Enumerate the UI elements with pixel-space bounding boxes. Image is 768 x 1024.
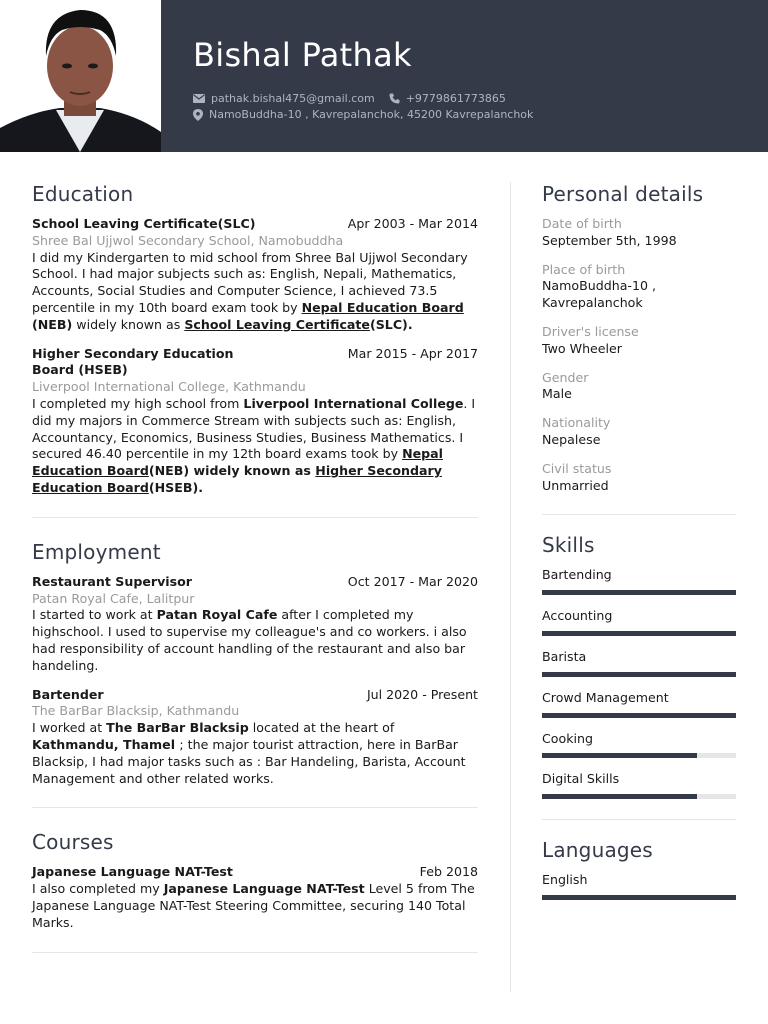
phone-contact[interactable] xyxy=(389,92,506,105)
location-pin-icon xyxy=(193,109,203,121)
email-text: pathak.bishal475@gmail.com xyxy=(211,92,375,105)
entry-title: School Leaving Certificate(SLC) xyxy=(32,216,256,231)
courses-section xyxy=(32,830,478,931)
detail-label: Date of birth xyxy=(542,216,622,231)
detail-label: Driver's license xyxy=(542,323,639,339)
level-bar-track xyxy=(542,672,736,677)
section-title: Courses xyxy=(32,830,114,855)
section-divider xyxy=(542,514,736,515)
personal-detail-item xyxy=(542,461,736,495)
education-section xyxy=(32,182,478,497)
detail-label: Place of birth xyxy=(542,261,626,277)
entry-description: I worked at The BarBar Blacksip located at the heart of Kathmandu, Thamel ; the major tourist attraction, here in BarBar Blacksip, I had major tasks such as : Bar Handeling, Barista, Account Management and other related works. xyxy=(32,720,466,786)
skill-name: Barista xyxy=(542,648,587,664)
candidate-name: Bishal Pathak xyxy=(193,36,412,74)
level-bar-fill xyxy=(542,590,736,595)
link-nepal-education-board: Nepal Education Board xyxy=(32,446,443,479)
envelope-icon xyxy=(193,94,205,103)
employment-entry xyxy=(32,687,478,788)
detail-label: Gender xyxy=(542,369,589,385)
skill-name: Bartending xyxy=(542,567,612,583)
section-divider xyxy=(542,819,736,820)
skill-name: Crowd Management xyxy=(542,689,669,705)
detail-value: Unmarried xyxy=(542,477,609,493)
level-bar-fill xyxy=(542,713,736,718)
main-column xyxy=(32,182,478,975)
level-bar-track xyxy=(542,631,736,636)
detail-label: Nationality xyxy=(542,415,611,431)
contact-row-email-phone xyxy=(193,92,520,105)
phone-icon xyxy=(389,93,400,104)
address-text: NamoBuddha-10 , Kavrepalanchok, 45200 Kavrepalanchok xyxy=(209,108,534,121)
level-bar-track xyxy=(542,753,736,758)
level-bar-fill xyxy=(542,631,736,636)
skill-item xyxy=(542,690,736,718)
entry-description: I did my Kindergarten to mid school from Shree Bal Ujjwol Secondary School. I had major subjects such as: English, Nepali, Mathematics, Accounts, Social Studies and Computer Science, I achieved 73.5 percentile in my 10th board exam took by Nepal Education Board (NEB) widely known as School Leaving Certificate(SLC). xyxy=(32,249,468,332)
email-contact[interactable] xyxy=(193,92,375,105)
level-bar-fill xyxy=(542,753,697,758)
section-title: Education xyxy=(32,182,134,206)
entry-organization: Patan Royal Cafe, Lalitpur xyxy=(32,590,195,606)
detail-value: September 5th, 1998 xyxy=(542,232,677,248)
entry-description: I completed my high school from Liverpool International College. I did my majors in Commerce Stream with subjects such as: English, Accountancy, Economics, Business Studies, Business Mathematics. I secured 46.40 percentile in my 12th board exams took by Nepal Education Board(NEB) widely known as Higher Secondary Education Board(HSEB). xyxy=(32,395,476,495)
skill-name: Digital Skills xyxy=(542,771,620,787)
skill-name: Cooking xyxy=(542,730,593,746)
entry-date: Jul 2020 - Present xyxy=(366,686,478,702)
contact-row-address xyxy=(193,108,547,121)
education-entry xyxy=(32,346,478,497)
personal-detail-item xyxy=(542,262,736,312)
section-divider xyxy=(32,807,478,808)
level-bar-track xyxy=(542,713,736,718)
personal-detail-item xyxy=(542,370,736,404)
language-item xyxy=(542,872,736,900)
detail-value: Male xyxy=(542,386,572,402)
entry-title: Bartender xyxy=(32,686,104,702)
entry-date: Oct 2017 - Mar 2020 xyxy=(347,573,478,589)
employment-entry xyxy=(32,574,478,675)
detail-value: Nepalese xyxy=(542,431,601,447)
link-slc: School Leaving Certificate xyxy=(184,316,370,332)
language-name: English xyxy=(542,872,588,888)
sidebar xyxy=(542,182,736,913)
column-divider xyxy=(510,182,511,992)
section-title: Skills xyxy=(542,533,595,558)
skill-item xyxy=(542,567,736,595)
skill-item xyxy=(542,608,736,636)
level-bar-fill xyxy=(542,672,736,677)
personal-detail-item xyxy=(542,415,736,449)
skills-section xyxy=(542,533,736,799)
level-bar-fill xyxy=(542,895,736,900)
section-title: Personal details xyxy=(542,182,704,206)
course-entry xyxy=(32,864,478,931)
entry-description: I also completed my Japanese Language NAT-Test Level 5 from The Japanese Language NAT-Test Steering Committee, securing 140 Total Marks. xyxy=(32,881,475,930)
detail-value: NamoBuddha-10 , Kavrepalanchok xyxy=(542,278,656,311)
skill-name: Accounting xyxy=(542,608,613,624)
resume-header xyxy=(0,0,768,152)
skill-item xyxy=(542,649,736,677)
employment-section xyxy=(32,540,478,788)
skill-item xyxy=(542,731,736,759)
personal-detail-item xyxy=(542,216,736,250)
entry-organization: The BarBar Blacksip, Kathmandu xyxy=(32,703,240,719)
entry-organization: Shree Bal Ujjwol Secondary School, Namobuddha xyxy=(32,232,344,248)
link-nepal-education-board: Nepal Education Board xyxy=(301,299,464,315)
level-bar-track xyxy=(542,590,736,595)
level-bar-fill xyxy=(542,794,697,799)
profile-photo xyxy=(0,0,161,152)
skill-item xyxy=(542,771,736,799)
address-contact xyxy=(193,108,533,121)
section-title: Employment xyxy=(32,539,161,564)
level-bar-track xyxy=(542,794,736,799)
link-hseb: Higher Secondary Education Board xyxy=(32,463,442,495)
languages-section xyxy=(542,838,736,900)
entry-date: Feb 2018 xyxy=(419,864,478,880)
detail-label: Civil status xyxy=(542,460,612,476)
entry-date: Mar 2015 - Apr 2017 xyxy=(347,345,478,361)
entry-title: Japanese Language NAT-Test xyxy=(32,864,233,880)
section-divider xyxy=(32,517,478,518)
section-divider xyxy=(32,952,478,953)
entry-organization: Liverpool International College, Kathmandu xyxy=(32,379,306,395)
phone-text: +9779861773865 xyxy=(405,92,506,105)
detail-value: Two Wheeler xyxy=(542,340,622,356)
personal-details-section xyxy=(542,182,736,494)
personal-detail-item xyxy=(542,324,736,358)
entry-date: Apr 2003 - Mar 2014 xyxy=(347,216,478,231)
level-bar-track xyxy=(542,895,736,900)
education-entry xyxy=(32,216,478,334)
section-title: Languages xyxy=(542,838,653,863)
entry-title: Higher Secondary Education Board (HSEB) xyxy=(32,345,234,378)
entry-description: I started to work at Patan Royal Cafe after I completed my highschool. I used to supervise my colleague's and co workers. i also had responsibility of account handling of the restaurant and also bar handeling. xyxy=(32,607,467,673)
entry-title: Restaurant Supervisor xyxy=(32,573,192,589)
